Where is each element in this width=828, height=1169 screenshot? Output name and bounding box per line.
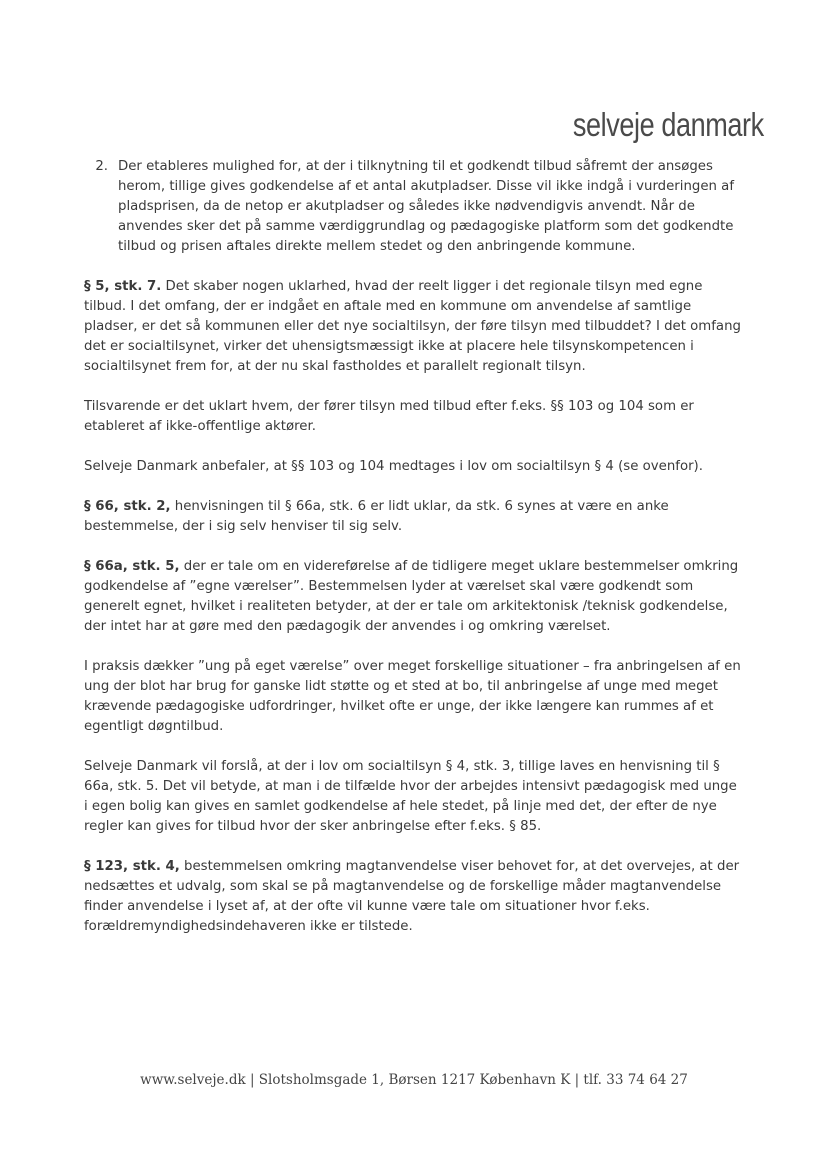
- paragraph-123-4: [84, 857, 744, 937]
- paragraph-text: der er tale om en videreførelse af de tidligere meget uklare bestemmelser omkring godkendelse af ”egne værelser”. Bestemmelsen lyder at værelset skal være godkendt som generelt egnet, hvilket i realiteten betyder, at der er tale om arkitektonisk /teknisk godkendelse, der intet har at gøre med den pædagogik der anvendes i og omkring værelset.: [84, 559, 739, 634]
- paragraph-66-2: [84, 497, 744, 537]
- list-text: Der etableres mulighed for, at der i tilknytning til et godkendt tilbud såfremt der ansøges herom, tillige gives godkendelse af et antal akutpladser. Disse vil ikke indgå i vurderingen af pladsprisen, da de netop er akutpladser og således ikke nødvendigvis anvendt. Når de anvendes sker det på samme værdiggrundlag og pædagogiske platform som det godkendte tilbud og prisen aftales direkte mellem stedet og den anbringende kommune.: [118, 159, 734, 254]
- section-ref: § 123, stk. 4,: [84, 859, 180, 874]
- page-footer: www.selveje.dk | Slotsholmsgade 1, Børsen 1217 København K | tlf. 33 74 64 27: [140, 1072, 688, 1088]
- paragraph-text: Tilsvarende er det uklart hvem, der fører tilsyn med tilbud efter f.eks. §§ 103 og 104 som er etableret af ikke-offentlige aktører.: [84, 399, 694, 434]
- paragraph-text: henvisningen til § 66a, stk. 6 er lidt uklar, da stk. 6 synes at være en anke bestemmelse, der i sig selv henviser til sig selv.: [84, 499, 669, 534]
- paragraph-text: Selveje Danmark anbefaler, at §§ 103 og 104 medtages i lov om socialtilsyn § 4 (se ovenfor).: [84, 459, 703, 474]
- paragraph-text: Selveje Danmark vil forslå, at der i lov om socialtilsyn § 4, stk. 3, tillige laves en henvisning til § 66a, stk. 5. Det vil betyde, at man i de tilfælde hvor der arbejdes intensivt pædagogisk med unge i egen bolig kan gives en samlet godkendelse af hele stedet, på linje med det, der efter de nye regler kan gives for tilbud hvor der sker anbringelse efter f.eks. § 85.: [84, 759, 737, 834]
- brand-logo: selveje danmark: [573, 106, 764, 143]
- document-body: [84, 157, 744, 957]
- section-ref: § 66, stk. 2,: [84, 499, 171, 514]
- list-item: [82, 157, 744, 257]
- paragraph: [84, 657, 744, 737]
- section-ref: § 5, stk. 7.: [84, 279, 162, 294]
- paragraph-text: Det skaber nogen uklarhed, hvad der reelt ligger i det regionale tilsyn med egne tilbud. I det omfang, der er indgået en aftale med en kommune om anvendelse af samtlige pladser, er det så kommunen eller det nye socialtilsyn, der føre tilsyn med tilbuddet? I det omfang det er socialtilsynet, virker det uhensigtsmæssigt ikke at placere hele tilsynskompetencen i socialtilsynet frem for, at der nu skal fastholdes et parallelt regionalt tilsyn.: [84, 279, 741, 374]
- paragraph: [84, 457, 744, 477]
- list-number: 2.: [95, 159, 108, 174]
- paragraph: [84, 757, 744, 837]
- section-ref: § 66a, stk. 5,: [84, 559, 180, 574]
- paragraph-text: I praksis dækker ”ung på eget værelse” over meget forskellige situationer – fra anbringelsen af en ung der blot har brug for ganske lidt støtte og et sted at bo, til anbringelse af unge med meget krævende pædagogiske udfordringer, hvilket ofte er unge, der ikke længere kan rummes af et egentligt døgntilbud.: [84, 659, 741, 734]
- paragraph: [84, 397, 744, 437]
- paragraph-5-7: [84, 277, 744, 377]
- paragraph-text: bestemmelsen omkring magtanvendelse viser behovet for, at det overvejes, at der nedsættes et udvalg, som skal se på magtanvendelse og de forskellige måder magtanvendelse finder anvendelse i lyset af, at der ofte vil kunne være tale om situationer hvor f.eks. forældremyndighedsindehaveren ikke er tilstede.: [84, 859, 740, 934]
- paragraph-66a-5: [84, 557, 744, 637]
